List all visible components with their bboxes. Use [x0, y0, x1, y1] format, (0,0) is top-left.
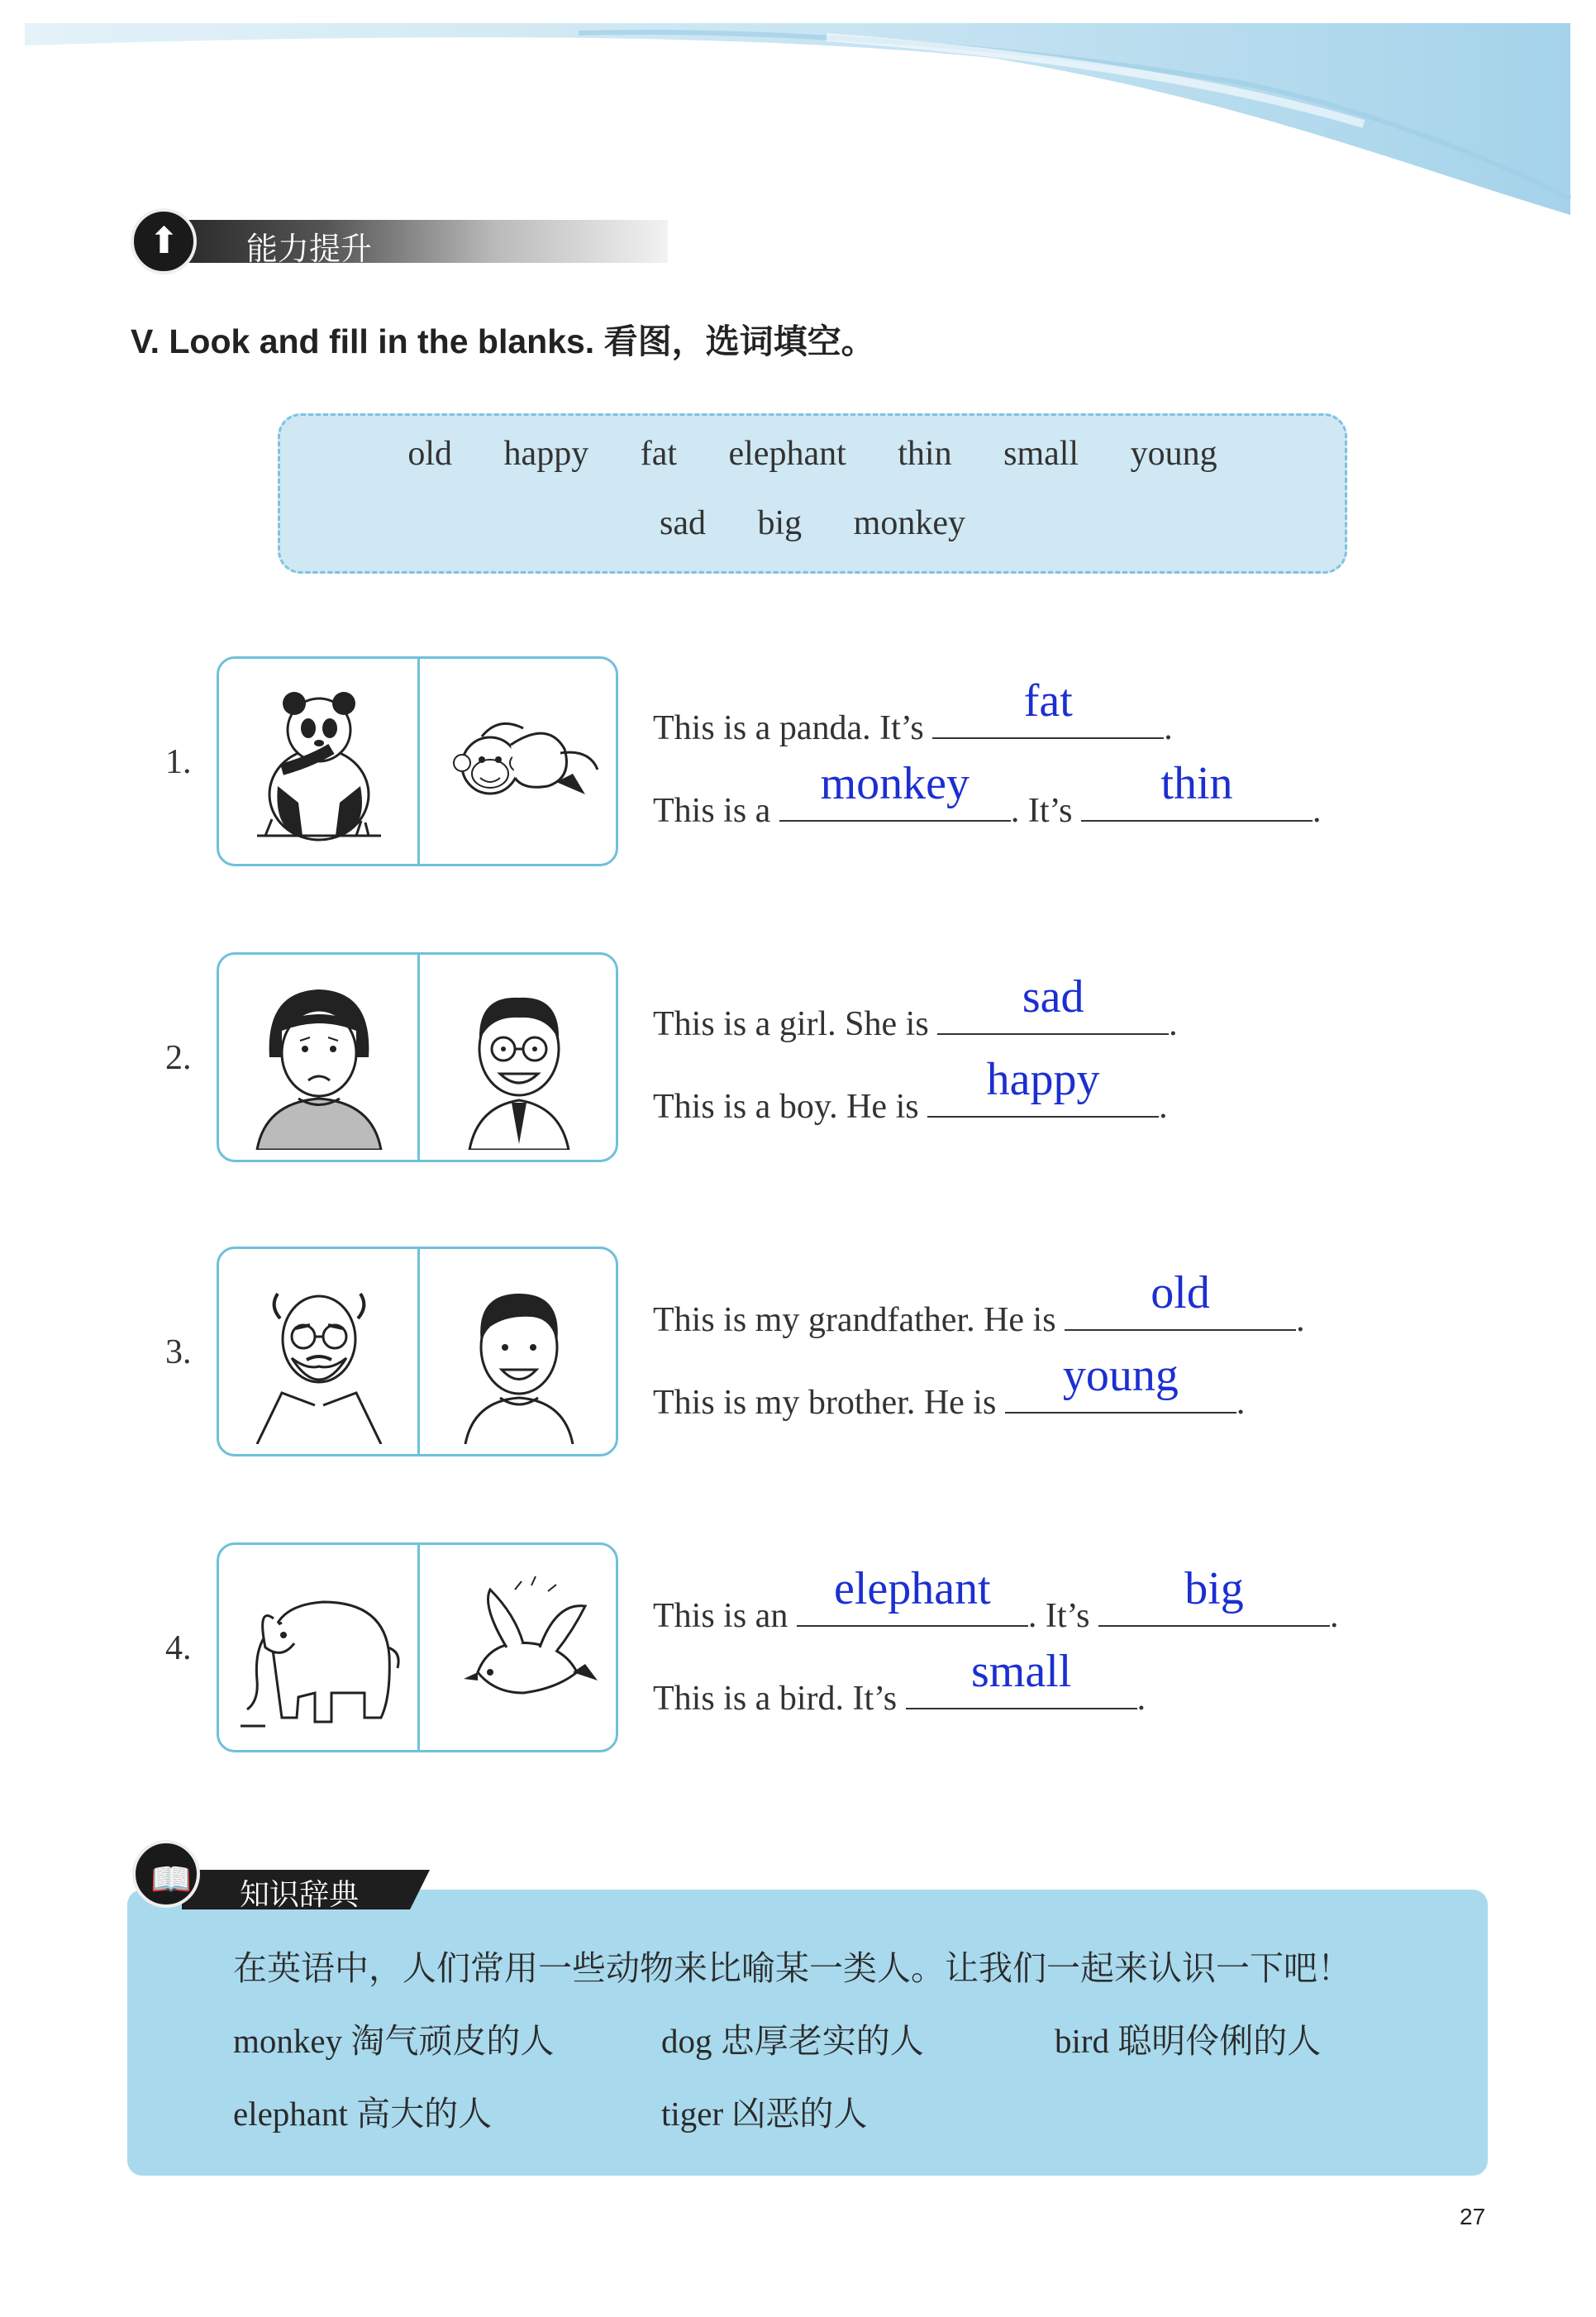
sentence-text: This is a boy. He is [653, 1088, 919, 1126]
book-icon: 📖 [150, 1861, 192, 1899]
item-number: 2. [165, 1039, 192, 1077]
answer-blank [797, 1563, 1028, 1627]
sentence [653, 1054, 1168, 1127]
word-bank-row-2 [280, 503, 1345, 543]
picture-divider [417, 1249, 420, 1454]
dictionary-header [132, 1833, 430, 1912]
section-title: 能力提升 [246, 231, 373, 267]
grandfather-picture [232, 1261, 406, 1444]
picture-frame [217, 656, 618, 866]
word-bank [278, 413, 1347, 574]
sentence-text: . [1136, 1680, 1146, 1718]
dictionary-title: 知识辞典 [240, 1878, 360, 1912]
word-bank-item: monkey [853, 504, 965, 542]
exercise-heading: V. Look and fill in the blanks. 看图，选词填空。 [131, 322, 875, 360]
sentence-text: This is a bird. It’s [653, 1680, 898, 1718]
happy-boy-picture [432, 966, 606, 1150]
handwritten-answer: elephant [833, 1563, 991, 1614]
sentence-text: . [1236, 1384, 1246, 1422]
sentence-text: This is my brother. He is [653, 1384, 997, 1422]
sentence-text: This is a [653, 792, 771, 830]
word-bank-item: happy [503, 435, 589, 473]
handwritten-answer: sad [1022, 971, 1084, 1023]
sentence-text: This is a girl. She is [653, 1005, 929, 1043]
item-number: 4. [165, 1629, 192, 1667]
answer-blank [937, 971, 1169, 1035]
picture-divider [417, 955, 420, 1160]
answer-blank [779, 758, 1011, 822]
handwritten-answer: young [1062, 1350, 1179, 1401]
item-number: 3. [165, 1333, 192, 1371]
sentence [653, 675, 1173, 748]
sentence [653, 1267, 1305, 1340]
sentence-text: . It’s [1010, 792, 1073, 830]
handwritten-answer: small [970, 1646, 1072, 1697]
answer-blank [1098, 1563, 1330, 1627]
picture-divider [417, 1545, 420, 1750]
sentence [653, 1646, 1146, 1719]
word-bank-item: elephant [728, 435, 846, 473]
sentence-text: . [1313, 792, 1322, 830]
dictionary-entry: monkey 淘气顽皮的人 [233, 2022, 555, 2060]
panda-picture [232, 670, 406, 854]
word-bank-item: old [407, 435, 453, 473]
answer-blank [1005, 1350, 1236, 1414]
elephant-picture [232, 1557, 406, 1740]
handwritten-answer: big [1184, 1563, 1244, 1614]
up-arrow-icon: ⬆ [149, 220, 179, 262]
answer-blank [1065, 1267, 1296, 1331]
dictionary-entry: bird 聪明伶俐的人 [1055, 2022, 1322, 2060]
word-bank-row-1 [280, 434, 1345, 474]
answer-blank [927, 1054, 1159, 1118]
item-number: 1. [165, 743, 192, 781]
answer-blank [1081, 758, 1313, 822]
answer-blank [932, 675, 1164, 739]
word-bank-item: fat [640, 435, 677, 473]
sentence-text: This is a panda. It’s [653, 709, 924, 747]
sentence [653, 971, 1178, 1044]
sentence-text: . [1169, 1005, 1178, 1043]
handwritten-answer: monkey [820, 758, 970, 809]
dictionary-intro: 在英语中，人们常用一些动物来比喻某一类人。让我们一起来认识一下吧！ [233, 1949, 1351, 1987]
sentence [653, 1563, 1339, 1636]
sentence-text: . It’s [1027, 1597, 1090, 1635]
sentence-text: This is my grandfather. He is [653, 1301, 1056, 1339]
word-bank-item: small [1003, 435, 1079, 473]
top-banner [0, 0, 1596, 223]
sentence-text: . [1330, 1597, 1339, 1635]
section-header-emblem [131, 208, 197, 274]
page-number: 27 [1460, 2204, 1486, 2229]
dictionary-entry: tiger 凶恶的人 [661, 2095, 868, 2133]
handwritten-answer: fat [1023, 675, 1073, 727]
brother-picture [432, 1261, 606, 1444]
sentence-text: This is an [653, 1597, 788, 1635]
handwritten-answer: thin [1160, 758, 1233, 809]
picture-frame [217, 1542, 618, 1752]
sentence-text: . [1164, 709, 1173, 747]
sentence [653, 758, 1322, 831]
picture-divider [417, 659, 420, 864]
word-bank-item: big [757, 504, 803, 542]
sentence [653, 1350, 1246, 1423]
section-header [131, 208, 668, 274]
word-bank-item: thin [898, 435, 952, 473]
dictionary-entry: dog 忠厚老实的人 [661, 2022, 924, 2060]
sentence-text: . [1159, 1088, 1168, 1126]
answer-blank [906, 1646, 1137, 1709]
picture-frame [217, 1247, 618, 1456]
sentence-text: . [1296, 1301, 1305, 1339]
dictionary-emblem [132, 1840, 200, 1908]
monkey-picture [432, 670, 606, 854]
word-bank-item: sad [660, 504, 706, 542]
dictionary-entry: elephant 高大的人 [233, 2095, 493, 2133]
picture-frame [217, 952, 618, 1162]
dictionary-panel [127, 1890, 1488, 2176]
word-bank-item: young [1130, 435, 1217, 473]
bird-picture [432, 1557, 606, 1740]
handwritten-answer: old [1151, 1267, 1210, 1318]
handwritten-answer: happy [986, 1054, 1100, 1105]
sad-girl-picture [232, 966, 406, 1150]
